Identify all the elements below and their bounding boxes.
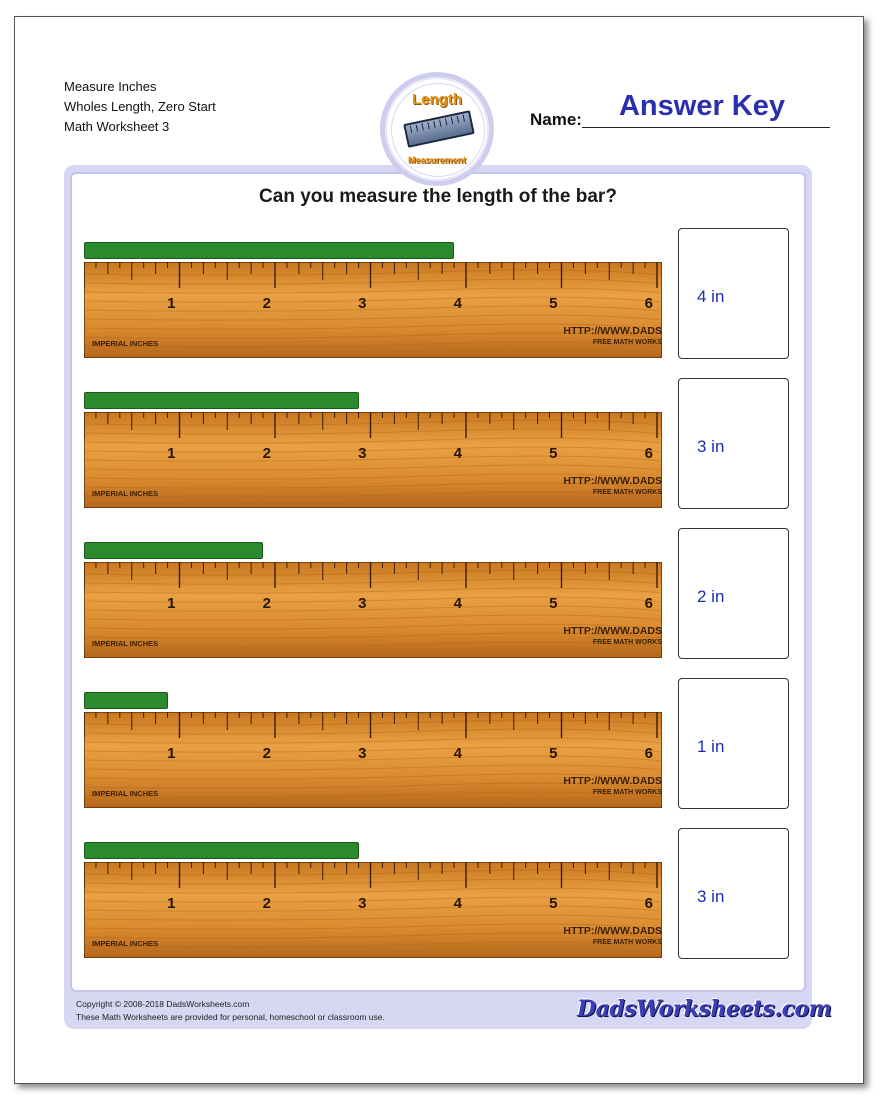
ruler-number: 5 [549,445,558,462]
ruler-label-left: IMPERIAL INCHES [92,639,159,648]
copyright-text: Copyright © 2008-2018 DadsWorksheets.com [76,999,250,1009]
measure-bar [84,542,263,559]
answer-text: 4 in [697,287,725,306]
ruler-subtext: FREE MATH WORKS [592,639,662,646]
ruler-number: 2 [262,745,271,762]
ruler-number: 6 [644,295,653,312]
problem-5 [84,842,792,976]
problem-1 [84,242,792,376]
ruler-number: 1 [167,745,176,762]
ruler-number: 2 [262,895,271,912]
ruler-number: 5 [549,895,558,912]
ruler-url-text: HTTP://WWW.DADS [563,625,662,637]
answer-box[interactable] [678,378,789,509]
ruler-url-text: HTTP://WWW.DADS [563,325,662,337]
ruler-number: 2 [262,295,271,312]
worksheet-title-block [64,77,216,137]
wooden-ruler [84,862,662,958]
ruler-url-text: HTTP://WWW.DADS [563,475,662,487]
footer-text [76,998,385,1024]
answer-box[interactable] [678,678,789,809]
ruler-number: 1 [167,445,176,462]
ruler-number: 6 [644,445,653,462]
ruler-label-left: IMPERIAL INCHES [92,489,159,498]
ruler-number: 5 [549,595,558,612]
problem-2 [84,392,792,526]
measure-bar [84,692,168,709]
name-label: Name: [530,110,582,129]
name-line [582,127,830,128]
ruler-number: 6 [644,745,653,762]
ruler-number: 4 [453,295,462,312]
ruler-number: 3 [358,295,367,312]
wooden-ruler [84,712,662,808]
badge-title: Length [412,91,462,108]
ruler-number: 5 [549,295,558,312]
dadsworksheets-logo: DadsWorksheets.com [577,996,832,1022]
ruler-label-left: IMPERIAL INCHES [92,339,159,348]
badge-subtitle: Measurement [407,155,467,165]
ruler-label-left: IMPERIAL INCHES [92,939,159,948]
ruler-number: 3 [358,745,367,762]
ruler-number: 4 [453,745,462,762]
answer-text: 3 in [697,437,725,456]
ruler-number: 3 [358,445,367,462]
ruler-number: 4 [453,595,462,612]
measure-bar [84,242,454,259]
measure-bar [84,842,359,859]
ruler-number: 1 [167,295,176,312]
ruler-url-text: HTTP://WWW.DADS [563,925,662,937]
wooden-ruler [84,412,662,508]
answer-box[interactable] [678,528,789,659]
ruler-number: 3 [358,895,367,912]
ruler-number: 3 [358,595,367,612]
ruler-number: 6 [644,895,653,912]
ruler-number: 2 [262,445,271,462]
title-line-2: Wholes Length, Zero Start [64,99,216,114]
answer-text: 1 in [697,737,725,756]
ruler-number: 5 [549,745,558,762]
ruler-number: 4 [453,895,462,912]
ruler-subtext: FREE MATH WORKS [592,339,662,346]
wooden-ruler [84,262,662,358]
title-line-3: Math Worksheet 3 [64,119,170,134]
answer-box[interactable] [678,228,789,359]
ruler-number: 2 [262,595,271,612]
answer-text: 3 in [697,887,725,906]
wooden-ruler [84,562,662,658]
usage-note: These Math Worksheets are provided for personal, homeschool or classroom use. [76,1012,385,1022]
answer-text: 2 in [697,587,725,606]
ruler-subtext: FREE MATH WORKS [592,789,662,796]
ruler-subtext: FREE MATH WORKS [592,489,662,496]
ruler-number: 1 [167,895,176,912]
ruler-label-left: IMPERIAL INCHES [92,789,159,798]
answer-box[interactable] [678,828,789,959]
ruler-number: 6 [644,595,653,612]
ruler-url-text: HTTP://WWW.DADS [563,775,662,787]
measure-bar [84,392,359,409]
title-line-1: Measure Inches [64,79,157,94]
length-measurement-badge [380,72,494,186]
problem-3 [84,542,792,676]
problem-4 [84,692,792,826]
ruler-number: 4 [453,445,462,462]
ruler-subtext: FREE MATH WORKS [592,939,662,946]
ruler-number: 1 [167,595,176,612]
question-heading: Can you measure the length of the bar? [259,186,617,207]
answer-key-title: Answer Key [618,90,785,122]
